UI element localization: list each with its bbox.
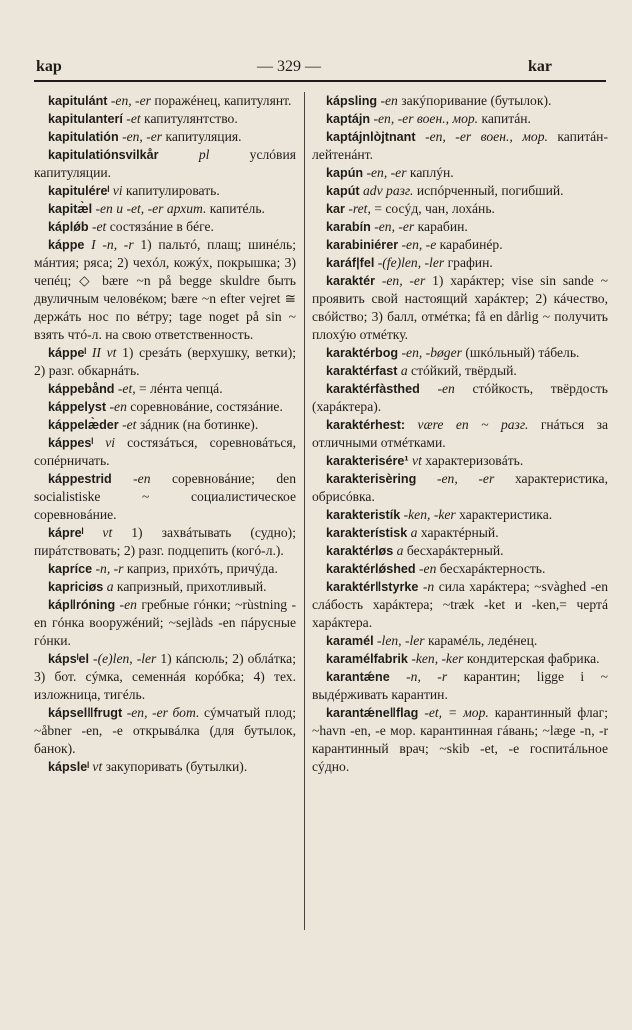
entry-definition: гнáться за отличными отмéтками.: [312, 417, 608, 450]
dictionary-entry: [34, 434, 296, 470]
entry-definition: сила харáктера; ~svàghed -en слáбость харáктера; ~træk -ket и -ken,= чертá харáктера.: [312, 579, 608, 630]
entry-definition: 1) срезáть (верхушку, ветки); 2) разг. обкарнáть.: [34, 345, 297, 378]
entry-grammar: -n: [422, 579, 435, 594]
entry-headword: kapituléreˡ: [48, 184, 110, 198]
entry-headword: karaktérbog: [326, 346, 399, 360]
entry-definition: графин.: [447, 255, 493, 270]
entry-headword: karaktérlǿshed: [326, 562, 416, 576]
entry-grammar: -en: [109, 399, 127, 414]
entry-grammar: -ken, -ker: [411, 651, 464, 666]
dictionary-entry: [312, 470, 608, 506]
entry-headword: karaktérfast: [326, 364, 398, 378]
dictionary-entry: [34, 704, 296, 758]
dictionary-entry: [312, 524, 608, 542]
dictionary-entry: [34, 524, 296, 560]
entry-grammar: -et: [126, 111, 141, 126]
entry-grammar: -en и -et, -er архит.: [95, 201, 207, 216]
entry-definition: состязáние в бéге.: [109, 219, 214, 234]
dictionary-entry: [312, 182, 608, 200]
entry-grammar: vt: [92, 759, 103, 774]
entry-headword: kaptájn: [326, 112, 371, 126]
entry-definition: капитулянтство.: [144, 111, 238, 126]
entry-grammar: -en: [380, 93, 398, 108]
entry-headword: karaktérhest:: [326, 418, 406, 432]
entry-headword: karantǽne: [326, 670, 390, 684]
dictionary-entry: [34, 236, 296, 344]
entry-headword: karaktér: [326, 274, 376, 288]
entry-definition: бесхарáктерный.: [406, 543, 504, 558]
dictionary-entry: [34, 92, 296, 110]
entry-grammar: -(e)len, -ler: [93, 651, 157, 666]
entry-definition: сýмчатый плод; ~åbner -en, -e открывáлка (для бутылок, банок).: [34, 705, 296, 756]
dictionary-entry: [34, 578, 296, 596]
page-number: — 329 —: [257, 58, 321, 75]
entry-definition: 1) пальтó, плащ; шинéль; мáнтия; ряса; 2) чехóл, кожýх, покрышка; 3) чепéц; ◇ bære ~n på begge skuldre быть двуличным человéком; bære ~n efter vejret ≅ держáть нос по вéтру; tage noget på sin ~ взять чтó-л. на свою ответственность.: [34, 237, 296, 342]
entry-grammar: -en, -er: [122, 129, 163, 144]
entry-headword: kapút: [326, 184, 360, 198]
dictionary-entry: [34, 110, 296, 128]
entry-grammar: a: [396, 543, 404, 558]
entry-definition: закупоривать (бутылки).: [105, 759, 248, 774]
dictionary-entry: [312, 128, 608, 164]
entry-grammar: vi: [112, 183, 123, 198]
dictionary-entry: [312, 344, 608, 362]
entry-headword: kaptájnlòjtnant: [326, 130, 416, 144]
entry-definition: соревновáние; den socialistiske ~ социалистическое соревновáние.: [34, 471, 296, 522]
entry-headword: kapriciøs: [48, 580, 104, 594]
entry-definition: бесхарáктерность.: [439, 561, 546, 576]
dictionary-entry: [312, 362, 608, 380]
dictionary-entry: [312, 164, 608, 182]
dictionary-entry: [312, 380, 608, 416]
entry-headword: káppeˡ: [48, 346, 87, 360]
entry-headword: karakterisèring: [326, 472, 417, 486]
entry-headword: káppelyst: [48, 400, 107, 414]
entry-headword: káppelæ̀der: [48, 418, 119, 432]
dictionary-entry: [312, 254, 608, 272]
entry-definition: состязáться, соревновáться, сопéрничать.: [34, 435, 297, 468]
entry-grammar: -et: [122, 417, 137, 432]
entry-grammar: pl: [198, 147, 210, 162]
entry-headword: karamél: [326, 634, 374, 648]
entry-definition: испóрченный, погибший.: [416, 183, 564, 198]
entry-headword: karabiniérer: [326, 238, 399, 252]
dictionary-entry: [34, 560, 296, 578]
entry-definition: характеристика, обрисóвка.: [312, 471, 608, 504]
entry-definition: = сосýд, чан, лохáнь.: [374, 201, 495, 216]
entry-definition: кондитерская фабрика.: [466, 651, 600, 666]
entry-grammar: -n, -r: [406, 669, 448, 684]
entry-definition: карамéль, ледéнец.: [428, 633, 538, 648]
entry-headword: karaktérløs: [326, 544, 394, 558]
dictionary-entry: [34, 416, 296, 434]
dictionary-entry: [34, 200, 296, 218]
entry-headword: kapitæ̀l: [48, 202, 93, 216]
dictionary-entry: [312, 452, 608, 470]
dictionary-entry: [34, 758, 296, 776]
column-divider: [304, 92, 305, 930]
left-column: [34, 92, 296, 776]
entry-definition: каприз, прихóть, причýда.: [126, 561, 278, 576]
entry-headword: kapitulatión: [48, 130, 119, 144]
entry-headword: karakterisére¹: [326, 454, 409, 468]
entry-grammar: vi: [105, 435, 116, 450]
entry-headword: kápsˡel: [48, 652, 89, 666]
entry-definition: карантин; ligge i ~ выдéрживать карантин.: [312, 669, 608, 702]
entry-grammar: -et,: [117, 381, 136, 396]
dictionary-entry: [34, 344, 296, 380]
entry-definition: 1) харáктер; vise sin sande ~ проявить свой настоящий харáктер; 2) кáчество, свóйство; 3) балл, отмéтка; få en dårlig ~ получить плохýю отмéтку.: [312, 273, 608, 342]
entry-headword: káppestrid: [48, 472, 112, 486]
entry-headword: karakteristík: [326, 508, 401, 522]
entry-headword: káplǿb: [48, 220, 89, 234]
dictionary-entry: [312, 704, 608, 776]
entry-headword: káppesˡ: [48, 436, 94, 450]
dictionary-entry: [312, 218, 608, 236]
entry-headword: karáf|fel: [326, 256, 375, 270]
entry-headword: kar: [326, 202, 345, 216]
entry-headword: kápsel‖frugt: [48, 706, 123, 720]
entry-headword: karamélfabrik: [326, 652, 408, 666]
entry-headword: karakterístisk: [326, 526, 408, 540]
header-rule: [34, 80, 606, 82]
entry-definition: 1) кáпсюль; 2) облáтка; 3) бот. сýмка, семеннáя корóбка; 4) тех. изложница, тигéль.: [34, 651, 296, 702]
dictionary-entry: [34, 128, 296, 146]
entry-grammar: -ken, -ker: [403, 507, 456, 522]
dictionary-entry: [34, 218, 296, 236]
entry-definition: карантинный флаг; ~havn -en, -e мор. карантинная гáвань; ~læge -n, -r карантинный врач; ~skib -et, -e госпитáльное сýдно.: [312, 705, 609, 774]
entry-grammar: vt: [412, 453, 422, 468]
entry-grammar: -en, -e: [401, 237, 437, 252]
entry-definition: (шкóльный) тáбель.: [465, 345, 580, 360]
entry-headword: káppebånd: [48, 382, 115, 396]
dictionary-entry: [312, 92, 608, 110]
dictionary-entry: [312, 578, 608, 632]
entry-definition: стóйкость, твёрдость (харáктера).: [312, 381, 608, 414]
dictionary-entry: [34, 596, 296, 650]
dictionary-entry: [312, 668, 608, 704]
entry-definition: закýпоривание (бутылок).: [401, 93, 552, 108]
dictionary-entry: [312, 200, 608, 218]
entry-grammar: -en: [437, 381, 455, 396]
entry-definition: карабин.: [417, 219, 468, 234]
dictionary-entry: [312, 272, 608, 344]
entry-definition: капитуляция.: [165, 129, 242, 144]
entry-grammar: -en: [133, 471, 151, 486]
entry-definition: = лéнта чепцá.: [139, 381, 223, 396]
entry-definition: капитáн.: [481, 111, 531, 126]
entry-grammar: være en ~ разг.: [417, 417, 529, 432]
entry-headword: karaktérfàsthed: [326, 382, 420, 396]
entry-definition: капитулировать.: [125, 183, 220, 198]
header-left-guide-word: kap: [36, 58, 62, 75]
entry-headword: karantǽne‖flag: [326, 706, 419, 720]
entry-grammar: -et: [92, 219, 107, 234]
entry-grammar: -len, -ler: [377, 633, 425, 648]
entry-definition: карабинéр.: [439, 237, 503, 252]
entry-headword: kapún: [326, 166, 364, 180]
entry-headword: kapitulatiónsvilkår: [48, 148, 159, 162]
entry-headword: kapitulanterí: [48, 112, 123, 126]
dictionary-entry: [34, 470, 296, 524]
dictionary-entry: [312, 506, 608, 524]
entry-grammar: -en, -er: [381, 273, 426, 288]
entry-grammar: I -n, -r: [91, 237, 134, 252]
dictionary-entry: [34, 146, 296, 182]
entry-headword: kápsling: [326, 94, 378, 108]
entry-grammar: adv разг.: [363, 183, 414, 198]
entry-definition: услóвия капитуляции.: [34, 147, 296, 180]
entry-grammar: -en: [419, 561, 437, 576]
entry-definition: зáдник (на ботинке).: [139, 417, 259, 432]
entry-definition: капитéль.: [209, 201, 265, 216]
entry-definition: 1) захвáтывать (судно); пирáтствовать; 2) разг. подцепить (когó-л.).: [34, 525, 296, 558]
entry-headword: kápsleˡ: [48, 760, 89, 774]
entry-grammar: -et, = мор.: [424, 705, 489, 720]
entry-headword: kapríce: [48, 562, 93, 576]
entry-grammar: II vt: [91, 345, 117, 360]
dictionary-entry: [312, 236, 608, 254]
entry-definition: характéрный.: [420, 525, 499, 540]
header-right-guide-word: kar: [528, 58, 552, 75]
dictionary-entry: [312, 416, 608, 452]
entry-headword: káppe: [48, 238, 85, 252]
entry-grammar: -en, -er воен., мор.: [373, 111, 479, 126]
entry-grammar: a: [410, 525, 418, 540]
entry-grammar: -en, -bøger: [401, 345, 462, 360]
entry-definition: характеризовáть.: [425, 453, 524, 468]
entry-headword: káp‖róning: [48, 598, 116, 612]
entry-headword: karabín: [326, 220, 371, 234]
dictionary-entry: [312, 110, 608, 128]
entry-grammar: -en, -er: [366, 165, 407, 180]
dictionary-entry: [312, 542, 608, 560]
dictionary-entry: [312, 650, 608, 668]
entry-grammar: -(fe)len, -ler: [377, 255, 445, 270]
entry-definition: характеристика.: [459, 507, 553, 522]
right-column: [312, 92, 608, 776]
entry-grammar: -ret,: [348, 201, 371, 216]
entry-definition: капризный, прихотливый.: [116, 579, 267, 594]
dictionary-entry: [34, 182, 296, 200]
dictionary-entry: [34, 650, 296, 704]
entry-grammar: a: [106, 579, 114, 594]
entry-grammar: vt: [102, 525, 113, 540]
entry-grammar: -en: [119, 597, 137, 612]
entry-grammar: -en, -er: [374, 219, 415, 234]
entry-grammar: a: [400, 363, 408, 378]
dictionary-entry: [312, 632, 608, 650]
entry-headword: kápreˡ: [48, 526, 84, 540]
entry-definition: поражéнец, капитулянт.: [154, 93, 292, 108]
entry-grammar: -en, -er: [436, 471, 495, 486]
entry-grammar: -en, -er: [110, 93, 151, 108]
entry-grammar: -en, -er воен., мор.: [425, 129, 548, 144]
entry-definition: соревновáние, состязáние.: [130, 399, 283, 414]
entry-grammar: -en, -er бот.: [126, 705, 200, 720]
entry-definition: стóйкий, твёрдый.: [411, 363, 517, 378]
entry-headword: karaktér‖styrke: [326, 580, 419, 594]
entry-grammar: -n, -r: [95, 561, 124, 576]
entry-definition: гребные гóнки; ~rùstning -en гóнка вооружéний; ~sejlàds -en пáрусные гóнки.: [34, 597, 297, 648]
dictionary-entry: [34, 380, 296, 398]
entry-headword: kapitulánt: [48, 94, 108, 108]
dictionary-entry: [312, 560, 608, 578]
entry-definition: капитáн-лейтенáнт.: [312, 129, 608, 162]
entry-definition: каплýн.: [409, 165, 454, 180]
dictionary-entry: [34, 398, 296, 416]
